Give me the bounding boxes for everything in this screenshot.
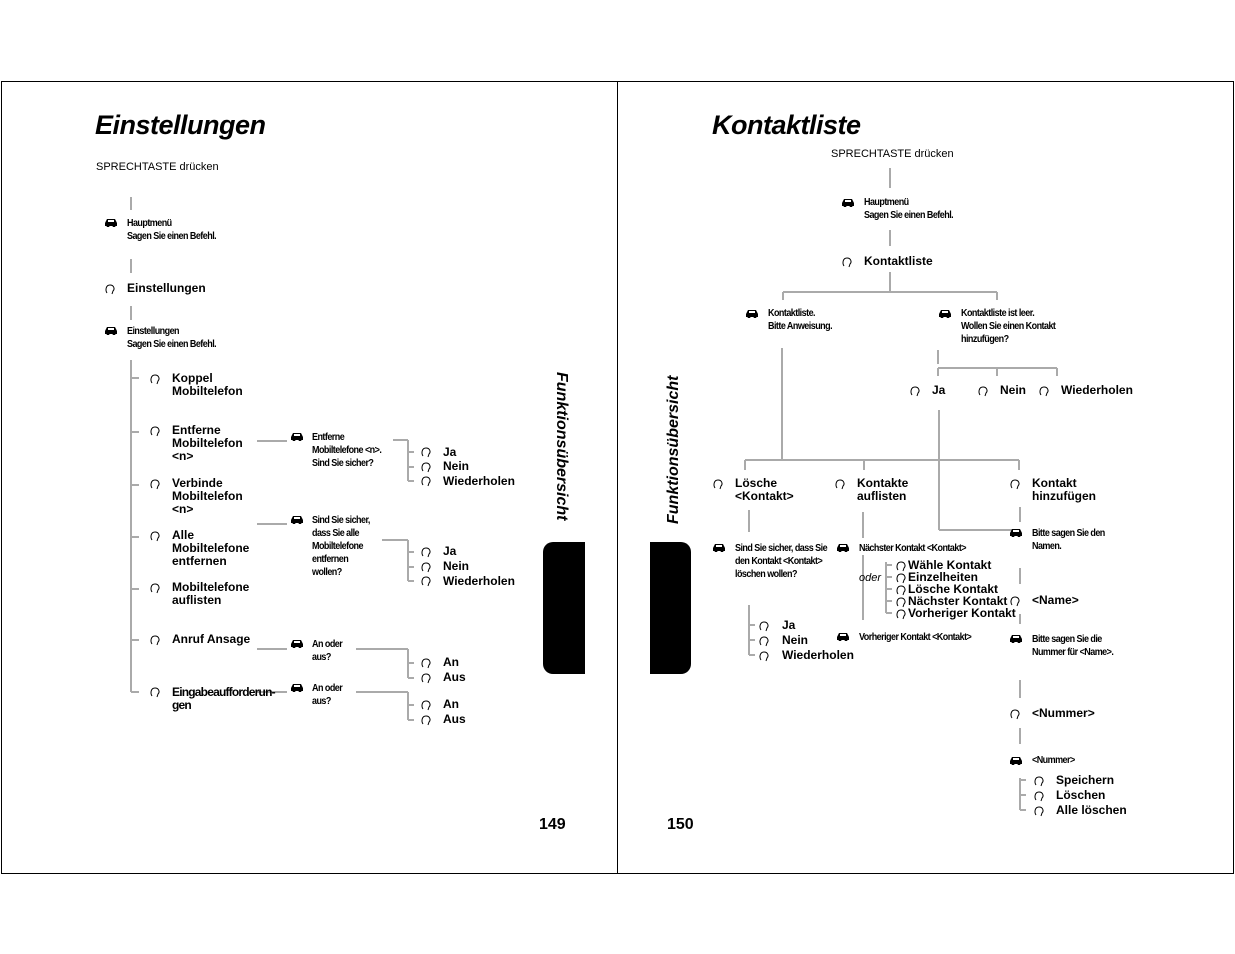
car-icon	[104, 325, 118, 335]
page-title-einstellungen: Einstellungen	[95, 110, 266, 140]
alle-entfernen-prompt: Sind Sie sicher, dass Sie alle Mobiltelefone entfernen wollen?	[312, 515, 370, 578]
answer-ja: Ja	[443, 544, 457, 558]
cmd-alle-entfernen: Alle Mobiltelefone entfernen	[172, 528, 250, 568]
page-number-150: 150	[667, 816, 694, 833]
side-tab-label: Funktionsübersicht	[665, 375, 682, 524]
speech-icon	[712, 478, 724, 490]
speech-icon	[420, 657, 432, 669]
cmd-kontakt-hinzufuegen: Kontakt hinzufügen	[1032, 476, 1096, 503]
speech-icon	[909, 385, 921, 397]
cmd-anruf-ansage: Anruf Ansage	[172, 632, 251, 646]
side-tab-label: Funktionsübersicht	[553, 372, 570, 521]
cmd-verbinde: Verbinde Mobiltelefon <n>	[172, 476, 243, 516]
car-icon	[104, 217, 118, 227]
speech-icon	[1038, 385, 1050, 397]
hauptmenu-prompt: Hauptmenü Sagen Sie einen Befehl.	[127, 218, 217, 242]
car-icon	[836, 542, 850, 552]
cmd-loesche-kontakt: Lösche <Kontakt>	[735, 476, 794, 503]
kontaktliste-empty-prompt: Kontaktliste ist leer. Wollen Sie einen Kontakt hinzufügen?	[961, 308, 1056, 345]
thumb-tab	[543, 542, 585, 674]
car-icon	[1009, 527, 1023, 537]
answer-wiederholen: Wiederholen	[443, 574, 515, 588]
car-icon	[836, 631, 850, 641]
namen-prompt: Bitte sagen Sie den Namen.	[1032, 528, 1105, 552]
speech-icon	[1009, 708, 1021, 720]
cmd-einzelheiten: Einzelheiten	[908, 570, 979, 584]
cmd-naechster-kontakt: Nächster Kontakt	[908, 594, 1008, 608]
speech-icon	[149, 478, 161, 490]
speech-icon	[758, 620, 770, 632]
answer-wiederholen: Wiederholen	[1061, 383, 1133, 397]
car-icon	[712, 542, 726, 552]
nummer-prompt: Bitte sagen Sie die Nummer für <Name>.	[1032, 634, 1114, 658]
einstellungen-prompt: Einstellungen Sagen Sie einen Befehl.	[127, 326, 217, 350]
speech-icon	[895, 584, 907, 596]
cmd-eingabeaufforderungen: Eingabeaufforderun- gen	[172, 685, 275, 712]
page-title-kontaktliste: Kontaktliste	[712, 110, 861, 140]
cmd-alle-loeschen: Alle löschen	[1056, 803, 1127, 817]
answer-ja: Ja	[782, 618, 796, 632]
answer-wiederholen: Wiederholen	[782, 648, 854, 662]
speech-icon	[1033, 805, 1045, 817]
speech-icon	[1033, 775, 1045, 787]
car-icon	[841, 197, 855, 207]
oder-label: oder	[859, 572, 882, 584]
car-icon	[938, 308, 952, 318]
anruf-prompt: An oder aus?	[312, 639, 343, 663]
cmd-auflisten: Mobiltelefone auflisten	[172, 580, 250, 607]
speech-icon	[149, 634, 161, 646]
answer-aus: Aus	[443, 670, 466, 684]
cmd-kontakte-auflisten: Kontakte auflisten	[857, 476, 909, 503]
car-icon	[290, 682, 304, 692]
thumb-tab	[650, 542, 691, 674]
kontaktliste-prompt: Kontaktliste. Bitte Anweisung.	[768, 308, 833, 332]
speech-icon	[895, 608, 907, 620]
speech-icon	[104, 283, 116, 295]
cmd-einstellungen: Einstellungen	[127, 281, 206, 295]
speech-icon	[420, 672, 432, 684]
answer-nein: Nein	[443, 559, 470, 573]
speech-icon	[149, 530, 161, 542]
answer-ja: Ja	[443, 445, 457, 459]
answer-ja: Ja	[932, 383, 946, 397]
cmd-koppel: Koppel Mobiltelefon	[172, 371, 243, 398]
car-icon	[745, 308, 759, 318]
start-instruction: SPRECHTASTE drücken	[831, 148, 954, 160]
speech-icon	[420, 546, 432, 558]
speech-icon	[420, 446, 432, 458]
speech-icon	[420, 475, 432, 487]
vorheriger-kontakt-prompt: Vorheriger Kontakt <Kontakt>	[859, 632, 972, 643]
speech-icon	[149, 425, 161, 437]
cmd-speichern: Speichern	[1056, 773, 1115, 787]
speech-icon	[834, 478, 846, 490]
car-icon	[1009, 755, 1023, 765]
naechster-kontakt-prompt: Nächster Kontakt <Kontakt>	[859, 543, 967, 554]
eingabe-prompt: An oder aus?	[312, 683, 343, 707]
speech-icon	[1009, 478, 1021, 490]
car-icon	[290, 514, 304, 524]
speech-icon	[420, 461, 432, 473]
answer-nein: Nein	[782, 633, 809, 647]
speech-icon	[149, 373, 161, 385]
cmd-nummer: <Nummer>	[1032, 706, 1095, 720]
answer-nein: Nein	[1000, 383, 1027, 397]
speech-icon	[758, 635, 770, 647]
speech-icon	[149, 686, 161, 698]
hauptmenu-prompt: Hauptmenü Sagen Sie einen Befehl.	[864, 197, 954, 221]
car-icon	[290, 638, 304, 648]
speech-icon	[420, 714, 432, 726]
speech-icon	[149, 582, 161, 594]
answer-nein: Nein	[443, 459, 470, 473]
cmd-loeschen: Löschen	[1056, 788, 1106, 802]
car-icon	[1009, 633, 1023, 643]
speech-icon	[895, 560, 907, 572]
nummer-echo-prompt: <Nummer>	[1032, 755, 1075, 766]
answer-wiederholen: Wiederholen	[443, 474, 515, 488]
cmd-loesche-kontakt-list: Lösche Kontakt	[908, 582, 999, 596]
cmd-waehle-kontakt: Wähle Kontakt	[908, 558, 992, 572]
cmd-entferne: Entferne Mobiltelefon <n>	[172, 423, 243, 463]
speech-icon	[1033, 790, 1045, 802]
speech-icon	[977, 385, 989, 397]
cmd-kontaktliste: Kontaktliste	[864, 254, 933, 268]
speech-icon	[420, 575, 432, 587]
car-icon	[290, 431, 304, 441]
speech-icon	[1009, 595, 1021, 607]
speech-icon	[420, 699, 432, 711]
answer-an: An	[443, 697, 459, 711]
speech-icon	[895, 572, 907, 584]
answer-an: An	[443, 655, 459, 669]
answer-aus: Aus	[443, 712, 466, 726]
page-number-149: 149	[539, 816, 566, 833]
speech-icon	[841, 256, 853, 268]
speech-icon	[758, 650, 770, 662]
entferne-prompt: Entferne Mobiltelefone <n>. Sind Sie sicher?	[312, 432, 382, 469]
cmd-vorheriger-kontakt: Vorheriger Kontakt	[908, 606, 1016, 620]
start-instruction: SPRECHTASTE drücken	[96, 161, 219, 173]
speech-icon	[420, 561, 432, 573]
speech-icon	[895, 596, 907, 608]
loesche-prompt: Sind Sie sicher, dass Sie den Kontakt <Kontakt> löschen wollen?	[735, 543, 828, 580]
cmd-name: <Name>	[1032, 593, 1079, 607]
